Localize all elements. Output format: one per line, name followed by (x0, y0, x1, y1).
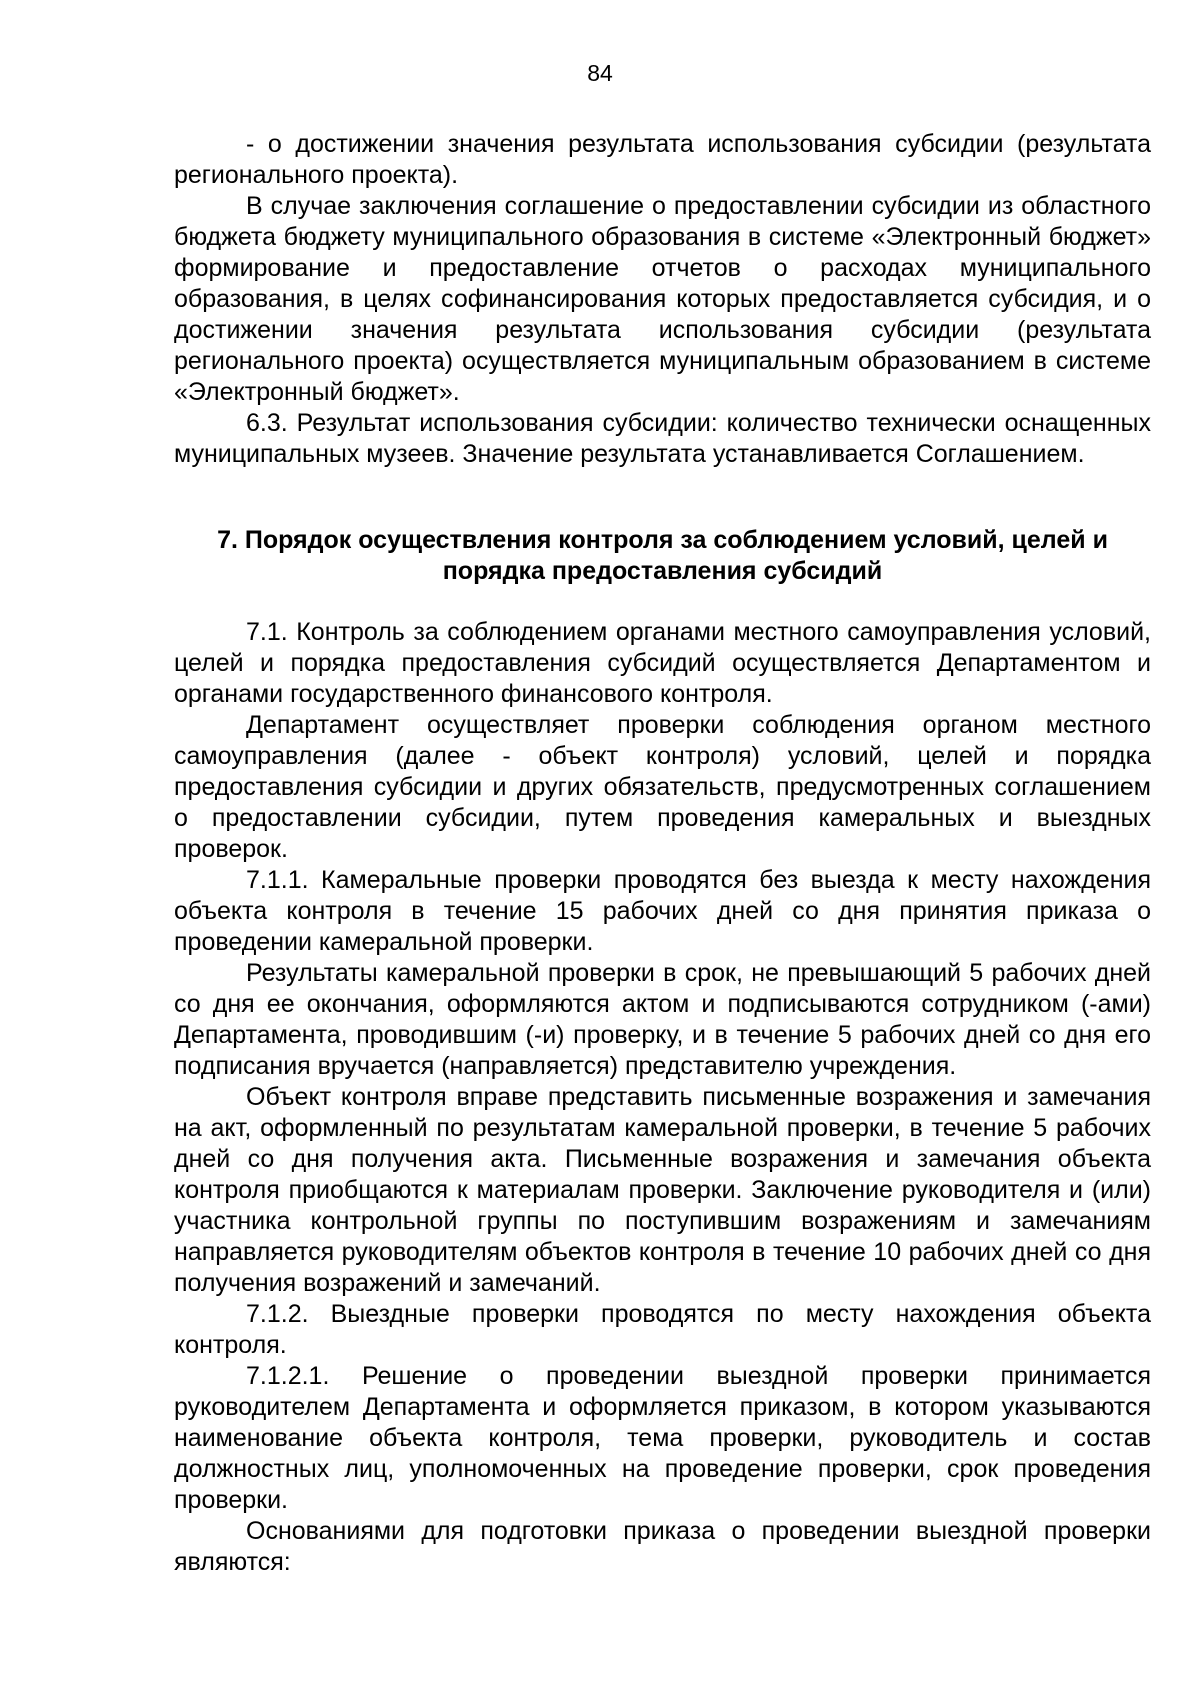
paragraph-7-1-2-1: 7.1.2.1. Решение о проведении выездной проверки принимается руководителем Департамента и оформляется приказом, в котором указываются наименование объекта контроля, тема проверки, руководитель и состав должностных лиц, уполномоченных на проведение проверки, срок проведения проверки. (174, 1362, 1151, 1514)
paragraph-7-1-2: 7.1.2. Выездные проверки проводятся по месту нахождения объекта контроля. (174, 1300, 1151, 1359)
bottom-text-block (174, 617, 1151, 1578)
paragraph-electronic-budget: В случае заключения соглашение о предоставлении субсидии из областного бюджета бюджету муниципального образования в системе «Электронный бюджет» формирование и предоставление отчетов о расходах муниципального образования, в целях софинансирования которых предоставляется субсидия, и о достижении значения результата использования субсидии (результата регионального проекта) осуществляется муниципальным образованием в системе «Электронный бюджет». (174, 192, 1151, 406)
paragraph-desk-audit-results: Результаты камеральной проверки в срок, не превышающий 5 рабочих дней со дня ее окончания, оформляются актом и подписываются сотрудником (-ами) Департамента, проводившим (-и) проверку, и в течение 5 рабочих дней со дня его подписания вручается (направляется) представителю учреждения. (174, 959, 1151, 1080)
page-number: 84 (587, 60, 613, 86)
section-heading-7: 7. Порядок осуществления контроля за соблюдением условий, целей и порядка предоставления субсидий (217, 526, 1108, 585)
top-text-block (174, 129, 1151, 470)
paragraph-7-1-1: 7.1.1. Камеральные проверки проводятся без выезда к месту нахождения объекта контроля в течение 15 рабочих дней со дня принятия приказа о проведении камеральной проверки. (174, 866, 1151, 956)
paragraph-grounds: Основаниями для подготовки приказа о проведении выездной проверки являются: (174, 1517, 1151, 1576)
paragraph-7-1: 7.1. Контроль за соблюдением органами местного самоуправления условий, целей и порядка предоставления субсидий осуществляется Департаментом и органами государственного финансового контроля. (174, 618, 1151, 708)
paragraph-objections: Объект контроля вправе представить письменные возражения и замечания на акт, оформленный по результатам камеральной проверки, в течение 5 рабочих дней со дня получения акта. Письменные возражения и замечания объекта контроля приобщаются к материалам проверки. Заключение руководителя и (или) участника контрольной группы по поступившим возражениям и замечаниям направляется руководителям объектов контроля в течение 10 рабочих дней со дня получения возражений и замечаний. (174, 1083, 1151, 1297)
paragraph-6-3: 6.3. Результат использования субсидии: количество технически оснащенных муниципальных музеев. Значение результата устанавливается Соглашением. (174, 409, 1151, 468)
paragraph-subsidy-result: - о достижении значения результата использования субсидии (результата регионального проекта). (174, 130, 1151, 189)
paragraph-department-checks: Департамент осуществляет проверки соблюдения органом местного самоуправления (далее - объект контроля) условий, целей и порядка предоставления субсидии и других обязательств, предусмотренных соглашением о предоставлении субсидии, путем проведения камеральных и выездных проверок. (174, 711, 1151, 863)
